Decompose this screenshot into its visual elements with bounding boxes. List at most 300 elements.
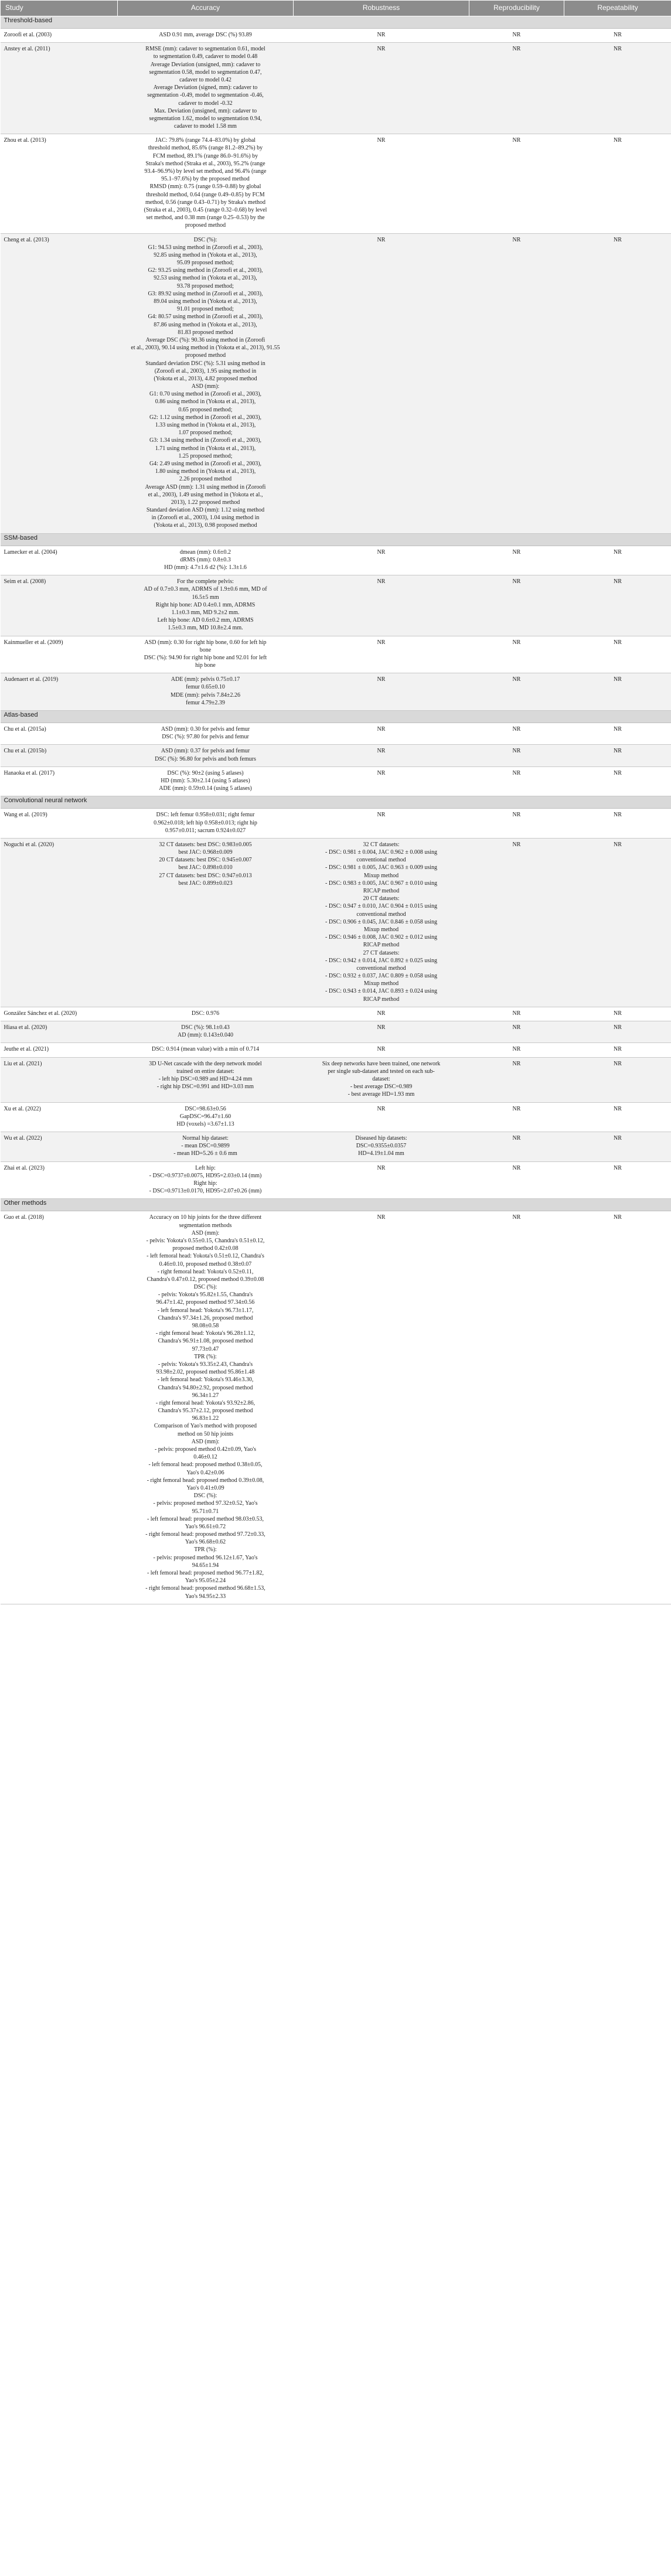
- reproducibility-cell: NR: [469, 673, 564, 711]
- text-line: cadaver to model -0.32: [178, 100, 233, 107]
- robustness-cell: NR: [294, 809, 469, 839]
- robustness-cell: [294, 838, 469, 1007]
- text-line: G2: 1.12 using method in (Zoroofi et al., 2003),: [149, 414, 262, 421]
- accuracy-cell: [118, 1102, 294, 1132]
- text-line: 96.47±1.42, proposed method 97.34±0.56: [156, 1299, 255, 1306]
- text-line: - DSC: 0.947 ± 0.010, JAC 0.904 ± 0.015 using: [325, 903, 437, 910]
- text-line: Chandra's 0.47±0.12, proposed method 0.39±0.08: [147, 1276, 264, 1283]
- text-line: DSC (%): 98.1±0.43: [181, 1024, 230, 1031]
- section-title: Atlas-based: [1, 711, 671, 723]
- text-line: 93.98±2.02, proposed method 95.86±1.48: [156, 1369, 255, 1376]
- text-line: - DSC: 0.906 ± 0.045, JAC 0.846 ± 0.058 using: [325, 918, 437, 925]
- table-row: [1, 1211, 671, 1604]
- text-line: - best average DSC=0.989: [350, 1083, 413, 1091]
- reproducibility-cell: NR: [469, 745, 564, 766]
- accuracy-cell: [118, 673, 294, 711]
- study-cell: Wu et al. (2022): [1, 1132, 118, 1162]
- accuracy-cell: [118, 575, 294, 636]
- study-cell: Cheng et al. (2013): [1, 233, 118, 533]
- text-line: 93.4–96.9%) by level set method, and 96.4% (range: [144, 168, 267, 175]
- study-cell: Liu et al. (2021): [1, 1057, 118, 1102]
- table-row: [1, 43, 671, 134]
- repeatability-cell: NR: [564, 723, 671, 745]
- robustness-cell: NR: [294, 29, 469, 43]
- table-row: [1, 1043, 671, 1057]
- text-line: Yao's 95.05±2.24: [185, 1577, 226, 1585]
- text-line: 91.01 proposed method;: [177, 306, 234, 313]
- repeatability-cell: NR: [564, 745, 671, 766]
- robustness-cell: NR: [294, 673, 469, 711]
- text-line: - right femoral head: proposed method 0.39±0.08,: [147, 1477, 264, 1484]
- text-line: - mean DSC=0.9899: [181, 1143, 230, 1150]
- text-line: conventional method: [356, 965, 406, 972]
- header-row: [1, 1, 671, 16]
- text-line: Yao's 0.41±0.09: [186, 1484, 224, 1491]
- accuracy-cell: [118, 1021, 294, 1043]
- text-line: ASD (mm): 0.30 for pelvis and femur: [161, 726, 250, 732]
- study-cell: Guo et al. (2018): [1, 1211, 118, 1604]
- robustness-cell: NR: [294, 1007, 469, 1021]
- accuracy-cell: [118, 43, 294, 134]
- text-line: Mixup method: [363, 926, 399, 933]
- repeatability-cell: NR: [564, 43, 671, 134]
- text-line: cadaver to model 0.42: [179, 76, 231, 83]
- text-line: - left femoral head: proposed method 0.38±0.05,: [148, 1461, 263, 1468]
- text-line: Yao's 94.95±2.33: [185, 1593, 226, 1600]
- text-line: Mixup method: [363, 872, 399, 879]
- text-line: 32 CT datasets:: [363, 841, 400, 848]
- text-line: 20 CT datasets: best DSC: 0.945±0.007: [159, 857, 252, 864]
- text-line: cadaver to model 1.58 mm: [174, 123, 237, 130]
- text-line: segmentation 1.62, model to segmentation 0.94,: [149, 115, 262, 122]
- text-line: AD of 0.7±0.3 mm, ADRMS of 1.9±0.6 mm, MD of: [144, 586, 267, 593]
- text-line: 1.80 using method in (Yokota et al., 2013),: [155, 468, 256, 475]
- table-row: [1, 809, 671, 839]
- text-line: segmentation -0.49, model to segmentation -0.46,: [147, 92, 264, 99]
- text-line: RMSE (mm): cadaver to segmentation 0.61, model: [145, 46, 265, 53]
- reproducibility-cell: NR: [469, 43, 564, 134]
- header-reproducibility: Reproducibility: [469, 1, 564, 16]
- robustness-cell: NR: [294, 575, 469, 636]
- text-line: 95.71±0.71: [192, 1508, 219, 1515]
- text-line: Left hip bone: AD 0.6±0.2 mm, ADRMS: [157, 617, 254, 624]
- text-line: - DSC: 0.983 ± 0.005, JAC 0.967 ± 0.010 using: [325, 880, 437, 887]
- text-line: 1.33 using method in (Yokota et al., 2013),: [155, 422, 256, 428]
- text-line: GapDSC=96.47±1.60: [179, 1113, 231, 1120]
- table-row: [1, 673, 671, 711]
- robustness-cell: NR: [294, 546, 469, 575]
- reproducibility-cell: NR: [469, 1021, 564, 1043]
- study-cell: Xu et al. (2022): [1, 1102, 118, 1132]
- repeatability-cell: NR: [564, 838, 671, 1007]
- text-line: ASD (mm): 0.37 for pelvis and femur: [161, 748, 250, 755]
- text-line: 1.07 proposed method;: [178, 430, 233, 437]
- section-header-row: [1, 16, 671, 29]
- repeatability-cell: NR: [564, 1102, 671, 1132]
- reproducibility-cell: NR: [469, 29, 564, 43]
- study-cell: Zhou et al. (2013): [1, 134, 118, 233]
- text-line: in (Zoroofi et al., 2003), 1.04 using method in: [151, 514, 260, 522]
- text-line: 93.78 proposed method;: [177, 282, 234, 289]
- robustness-cell: NR: [294, 636, 469, 673]
- text-line: - pelvis: proposed method 96.12±1.67, Yao's: [153, 1554, 258, 1561]
- table-row: [1, 233, 671, 533]
- text-line: Diseased hip datasets:: [355, 1135, 407, 1142]
- text-line: ASD (mm):: [191, 1229, 220, 1236]
- text-line: Chandra's 94.80±2.92, proposed method: [158, 1384, 253, 1391]
- text-line: trained on entire dataset:: [176, 1068, 234, 1075]
- text-line: - pelvis: proposed method 0.42±0.09, Yao's: [154, 1446, 257, 1453]
- text-line: Average Deviation (unsigned, mm): cadaver to: [150, 61, 261, 68]
- text-line: AD (mm): 0.143±0.040: [178, 1032, 233, 1039]
- accuracy-cell: [118, 1132, 294, 1162]
- text-line: DSC=98.63±0.56: [185, 1105, 226, 1112]
- reproducibility-cell: NR: [469, 636, 564, 673]
- text-line: 1.1±0.3 mm, MD 9.2±2 mm.: [171, 609, 240, 616]
- repeatability-cell: NR: [564, 809, 671, 839]
- text-line: JAC: 79.8% (range 74.4–83.0%) by global: [155, 137, 256, 144]
- text-line: conventional method: [356, 911, 406, 918]
- study-cell: Lamecker et al. (2004): [1, 546, 118, 575]
- text-line: DSC (%):: [193, 1284, 217, 1291]
- table-row: [1, 1021, 671, 1043]
- text-line: - DSC: 0.981 ± 0.005, JAC 0.963 ± 0.009 using: [325, 864, 437, 871]
- text-line: RMSD (mm): 0.75 (range 0.59–0.88) by global: [149, 183, 261, 190]
- text-line: RICAP method: [363, 996, 400, 1003]
- text-line: 92.53 using method in (Yokota et al., 2013),: [154, 275, 257, 282]
- reproducibility-cell: NR: [469, 1102, 564, 1132]
- table-row: [1, 1102, 671, 1132]
- text-line: RICAP method: [363, 942, 400, 949]
- accuracy-cell: [118, 29, 294, 43]
- text-line: Right hip bone: AD 0.4±0.1 mm, ADRMS: [155, 601, 256, 608]
- accuracy-cell: [118, 1043, 294, 1057]
- repeatability-cell: NR: [564, 636, 671, 673]
- text-line: Comparison of Yao's method with proposed: [154, 1423, 257, 1430]
- reproducibility-cell: NR: [469, 134, 564, 233]
- table-row: [1, 723, 671, 745]
- repeatability-cell: NR: [564, 1132, 671, 1162]
- robustness-cell: NR: [294, 723, 469, 745]
- text-line: 96.83±1.22: [192, 1415, 219, 1422]
- section-header-row: [1, 533, 671, 546]
- reproducibility-cell: NR: [469, 838, 564, 1007]
- reproducibility-cell: NR: [469, 1007, 564, 1021]
- accuracy-cell: [118, 1211, 294, 1604]
- repeatability-cell: NR: [564, 1161, 671, 1199]
- text-line: G3: 89.92 using method in (Zoroofi et al., 2003),: [148, 290, 263, 297]
- text-line: DSC (%): 90±2 (using 5 atlases): [167, 769, 244, 776]
- text-line: - right femoral head: Yokota's 0.52±0.11,: [157, 1268, 254, 1275]
- text-line: hip bone: [195, 662, 216, 669]
- reproducibility-cell: NR: [469, 1057, 564, 1102]
- table-row: [1, 134, 671, 233]
- robustness-cell: NR: [294, 1021, 469, 1043]
- repeatability-cell: NR: [564, 1211, 671, 1604]
- robustness-cell: [294, 1132, 469, 1162]
- text-line: - right femoral head: Yokota's 96.28±1.12,: [155, 1330, 256, 1337]
- text-line: - DSC: 0.981 ± 0.004, JAC 0.962 ± 0.008 using: [325, 849, 437, 856]
- text-line: Normal hip dataset:: [182, 1135, 229, 1142]
- text-line: - DSC: 0.932 ± 0.037, JAC 0.809 ± 0.058 using: [325, 973, 437, 980]
- table-row: [1, 745, 671, 766]
- section-title: Threshold-based: [1, 16, 671, 29]
- text-line: DSC=0.9355±0.0357: [356, 1143, 407, 1150]
- text-line: (Zoroofi et al., 2003), 1.95 using method in: [154, 367, 257, 374]
- header-robustness: Robustness: [294, 1, 469, 16]
- text-line: MDE (mm): pelvis 7.84±2.26: [170, 691, 241, 698]
- text-line: conventional method: [356, 857, 406, 864]
- robustness-cell: NR: [294, 233, 469, 533]
- text-line: 0.962±0.018; left hip 0.958±0.013; right hip: [154, 819, 257, 826]
- text-line: segmentation methods: [179, 1222, 232, 1229]
- reproducibility-cell: NR: [469, 1043, 564, 1057]
- reproducibility-cell: NR: [469, 766, 564, 796]
- text-line: method on 50 hip joints: [178, 1430, 233, 1437]
- text-line: HD (mm): 4.7±1.6 d2 (%): 1.3±1.6: [164, 564, 247, 571]
- table-row: [1, 1057, 671, 1102]
- text-line: Average DSC (%): 90.36 using method in (Zoroofi: [145, 336, 265, 343]
- repeatability-cell: NR: [564, 1043, 671, 1057]
- text-line: Max. Deviation (unsigned, mm): cadaver to: [154, 107, 257, 114]
- robustness-cell: [294, 1057, 469, 1102]
- text-line: - left femoral head: Yokota's 96.73±1.17,: [157, 1307, 254, 1314]
- reproducibility-cell: NR: [469, 546, 564, 575]
- text-line: DSC (%): 94.90 for right hip bone and 92.01 for left: [144, 654, 267, 661]
- reproducibility-cell: NR: [469, 809, 564, 839]
- accuracy-cell: [118, 838, 294, 1007]
- reproducibility-cell: NR: [469, 575, 564, 636]
- text-line: - left hip DSC=0.989 and HD=4.24 mm: [158, 1075, 253, 1082]
- text-line: method, 0.56 (range 0.43–0.71) by Straka's method: [145, 199, 266, 206]
- text-line: DSC (%):: [193, 1493, 217, 1500]
- repeatability-cell: NR: [564, 233, 671, 533]
- text-line: 95.1–97.6%) by the proposed method: [161, 176, 250, 183]
- text-line: - right femoral head: Yokota's 93.92±2.86,: [155, 1399, 256, 1406]
- accuracy-cell: [118, 766, 294, 796]
- text-line: segmentation 0.58, model to segmentation 0.47,: [149, 69, 262, 76]
- table-row: [1, 575, 671, 636]
- text-line: - right femoral head: proposed method 96.68±1.53,: [145, 1585, 265, 1592]
- text-line: - left femoral head: Yokota's 0.51±0.12, Chandra's: [147, 1253, 264, 1260]
- text-line: 3D U-Net cascade with the deep network model: [149, 1060, 262, 1067]
- study-cell: Seim et al. (2008): [1, 575, 118, 636]
- text-line: threshold method, 85.6% (range 81.2–89.2%) by: [148, 145, 263, 152]
- text-line: 16.5±5 mm: [192, 594, 219, 601]
- repeatability-cell: NR: [564, 575, 671, 636]
- text-line: ASD (mm):: [191, 383, 220, 390]
- text-line: best JAC: 0.968±0.009: [178, 849, 233, 856]
- study-cell: Zhai et al. (2023): [1, 1161, 118, 1199]
- text-line: Yao's 96.68±0.62: [185, 1539, 226, 1546]
- repeatability-cell: NR: [564, 546, 671, 575]
- text-line: - DSC: 0.942 ± 0.014, JAC 0.892 ± 0.025 using: [325, 957, 437, 964]
- accuracy-cell: [118, 636, 294, 673]
- header-accuracy: Accuracy: [118, 1, 294, 16]
- text-line: 1.71 using method in (Yokota et al., 2013),: [155, 445, 256, 452]
- text-line: Chandra's 96.91±1.08, proposed method: [158, 1338, 253, 1345]
- text-line: 0.957±0.011; sacrum 0.924±0.027: [165, 827, 246, 834]
- text-line: et al., 2003), 1.49 using method in (Yokota et al.,: [148, 491, 263, 498]
- study-cell: Audenaert et al. (2019): [1, 673, 118, 711]
- text-line: - DSC=0.9737±0.0075, HD95=2.03±0.14 (mm): [149, 1172, 262, 1179]
- accuracy-cell: [118, 1057, 294, 1102]
- study-cell: Hiasa et al. (2020): [1, 1021, 118, 1043]
- reproducibility-cell: NR: [469, 1132, 564, 1162]
- robustness-cell: NR: [294, 43, 469, 134]
- text-line: - DSC: 0.946 ± 0.008, JAC 0.902 ± 0.012 using: [325, 934, 437, 941]
- text-line: RICAP method: [363, 888, 400, 894]
- accuracy-cell: [118, 1161, 294, 1199]
- table-row: [1, 1161, 671, 1199]
- table-row: [1, 1132, 671, 1162]
- repeatability-cell: NR: [564, 1057, 671, 1102]
- study-cell: Zoroofi et al. (2003): [1, 29, 118, 43]
- text-line: - pelvis: Yokota's 0.55±0.15, Chandra's 0.51±0.12,: [146, 1237, 265, 1244]
- robustness-cell: NR: [294, 1211, 469, 1604]
- text-line: Accuracy on 10 hip joints for the three different: [149, 1214, 262, 1221]
- text-line: - left femoral head: proposed method 98.03±0.53,: [147, 1515, 264, 1522]
- text-line: Yao's 96.61±0.72: [185, 1523, 226, 1530]
- text-line: Chandra's 97.34±1.26, proposed method: [158, 1314, 253, 1321]
- study-cell: Wang et al. (2019): [1, 809, 118, 839]
- robustness-cell: NR: [294, 134, 469, 233]
- accuracy-cell: [118, 1007, 294, 1021]
- text-line: proposed method: [185, 222, 226, 229]
- study-cell: Hanaoka et al. (2017): [1, 766, 118, 796]
- text-line: dataset:: [372, 1075, 390, 1082]
- text-line: - pelvis: Yokota's 93.35±2.43, Chandra's: [158, 1361, 253, 1368]
- text-line: 1.25 proposed method;: [178, 452, 233, 459]
- text-line: 0.46±0.12: [193, 1454, 217, 1461]
- text-line: 94.65±1.94: [192, 1562, 219, 1569]
- text-line: 87.86 using method in (Yokota et al., 2013),: [154, 321, 257, 328]
- text-line: Average ASD (mm): 1.31 using method in (Zoroofi: [145, 483, 266, 490]
- text-line: Straka's method (Straka et al., 2003), 95.2% (range: [145, 160, 265, 167]
- text-line: (Yokota et al., 2013), 4.82 proposed method: [154, 375, 257, 382]
- table-row: [1, 636, 671, 673]
- text-line: TPR (%):: [194, 1353, 217, 1360]
- text-line: threshold method, 0.64 (range 0.49–0.85) by FCM: [146, 191, 265, 198]
- text-line: dmean (mm): 0.6±0.2: [179, 548, 231, 556]
- text-line: 0.65 proposed method;: [178, 406, 233, 413]
- text-line: - best average HD=1.93 mm: [348, 1091, 415, 1098]
- text-line: (Straka et al., 2003), 0.45 (range 0.32–0.68) by level: [144, 206, 267, 213]
- accuracy-cell: [118, 809, 294, 839]
- text-line: G4: 80.57 using method in (Zoroofi et al., 2003),: [148, 314, 263, 321]
- text-line: - DSC: 0.943 ± 0.014, JAC 0.893 ± 0.024 using: [325, 988, 437, 995]
- text-line: - mean HD=5.26 ± 0.6 mm: [173, 1150, 237, 1157]
- text-line: DSC (%): 97.80 for pelvis and femur: [162, 734, 249, 741]
- text-line: Mixup method: [363, 980, 399, 987]
- reproducibility-cell: NR: [469, 723, 564, 745]
- table-row: [1, 546, 671, 575]
- table-row: [1, 766, 671, 796]
- repeatability-cell: NR: [564, 29, 671, 43]
- text-line: bone: [199, 646, 212, 653]
- text-line: Yao's 0.42±0.06: [186, 1469, 224, 1476]
- text-line: best JAC: 0.898±0.010: [178, 864, 233, 871]
- text-line: G3: 1.34 using method in (Zoroofi et al., 2003),: [149, 437, 262, 444]
- text-line: FCM method, 89.1% (range 86.0–91.6%) by: [152, 152, 258, 159]
- text-line: DSC: 0.976: [191, 1010, 220, 1017]
- study-cell: Jeuthe et al. (2021): [1, 1043, 118, 1057]
- accuracy-cell: [118, 745, 294, 766]
- text-line: HD (mm): 5.30±2.14 (using 5 atlases): [161, 777, 250, 784]
- text-line: femur 0.65±0.10: [186, 684, 225, 691]
- text-line: G1: 94.53 using method in (Zoroofi et al., 2003),: [148, 244, 263, 251]
- text-line: - pelvis: Yokota's 95.82±1.55, Chandra's: [158, 1292, 253, 1299]
- text-line: DSC (%):: [193, 236, 217, 243]
- text-line: - DSC=0.9713±0.0170, HD95=2.07±0.26 (mm): [149, 1188, 262, 1195]
- repeatability-cell: NR: [564, 1007, 671, 1021]
- table-row: [1, 29, 671, 43]
- text-line: Six deep networks have been trained, one network: [322, 1060, 441, 1067]
- accuracy-cell: [118, 723, 294, 745]
- text-line: ASD 0.91 mm, average DSC (%) 93.89: [159, 32, 252, 38]
- robustness-cell: NR: [294, 745, 469, 766]
- text-line: 96.34±1.27: [192, 1392, 219, 1399]
- text-line: G1: 0.70 using method in (Zoroofi et al., 2003),: [149, 391, 262, 398]
- text-line: 98.08±0.58: [192, 1323, 219, 1329]
- text-line: 20 CT datasets:: [363, 895, 400, 902]
- text-line: Standard deviation ASD (mm): 1.12 using method: [146, 507, 265, 514]
- text-line: ASD (mm): 0.30 for right hip bone, 0.60 for left hip: [144, 639, 267, 646]
- study-cell: Noguchi et al. (2020): [1, 838, 118, 1007]
- text-line: set method, and 0.38 mm (range 0.25–0.53) by the: [146, 214, 265, 222]
- robustness-cell: NR: [294, 1102, 469, 1132]
- text-line: G2: 93.25 using method in (Zoroofi et al., 2003),: [148, 267, 263, 274]
- table-body: [1, 16, 671, 1604]
- text-line: HD=4.19±1.04 mm: [358, 1150, 404, 1157]
- text-line: per single sub-dataset and tested on each sub-: [328, 1068, 435, 1075]
- text-line: Standard deviation DSC (%): 5.31 using method in: [145, 360, 265, 367]
- text-line: Right hip:: [193, 1180, 217, 1187]
- text-line: 2.26 proposed method: [179, 476, 232, 483]
- accuracy-cell: [118, 134, 294, 233]
- text-line: - right hip DSC=0.991 and HD=3.03 mm: [156, 1083, 254, 1091]
- repeatability-cell: NR: [564, 766, 671, 796]
- section-header-row: [1, 711, 671, 723]
- repeatability-cell: NR: [564, 1021, 671, 1043]
- study-cell: Chu et al. (2015a): [1, 723, 118, 745]
- text-line: et al., 2003), 90.14 using method in (Yokota et al., 2013), 91.55 proposed method: [131, 345, 280, 359]
- study-cell: Anstey et al. (2011): [1, 43, 118, 134]
- text-line: 27 CT datasets:: [363, 949, 400, 956]
- section-title: Convolutional neural network: [1, 796, 671, 809]
- robustness-cell: NR: [294, 766, 469, 796]
- header-study: Study: [1, 1, 118, 16]
- reproducibility-cell: NR: [469, 1161, 564, 1199]
- text-line: Left hip:: [195, 1164, 216, 1171]
- text-line: HD (voxels) =3.67±1.13: [176, 1120, 234, 1127]
- text-line: 27 CT datasets: best DSC: 0.947±0.013: [159, 872, 252, 879]
- reproducibility-cell: NR: [469, 1211, 564, 1604]
- text-line: to segmentation 0.49, cadaver to model 0.48: [153, 53, 258, 60]
- text-line: DSC (%): 96.80 for pelvis and both femurs: [155, 755, 256, 762]
- text-line: ADE (mm): 0.59±0.14 (using 5 atlases): [159, 785, 252, 792]
- robustness-cell: NR: [294, 1161, 469, 1199]
- text-line: ASD (mm):: [191, 1438, 220, 1445]
- study-cell: Chu et al. (2015b): [1, 745, 118, 766]
- text-line: Average Deviation (signed, mm): cadaver to: [153, 84, 258, 91]
- repeatability-cell: NR: [564, 134, 671, 233]
- repeatability-cell: NR: [564, 673, 671, 711]
- text-line: 32 CT datasets: best DSC: 0.983±0.005: [159, 841, 252, 848]
- text-line: DSC: left femur 0.958±0.031; right femur: [156, 812, 255, 819]
- study-cell: Kainmueller et al. (2009): [1, 636, 118, 673]
- section-header-row: [1, 796, 671, 809]
